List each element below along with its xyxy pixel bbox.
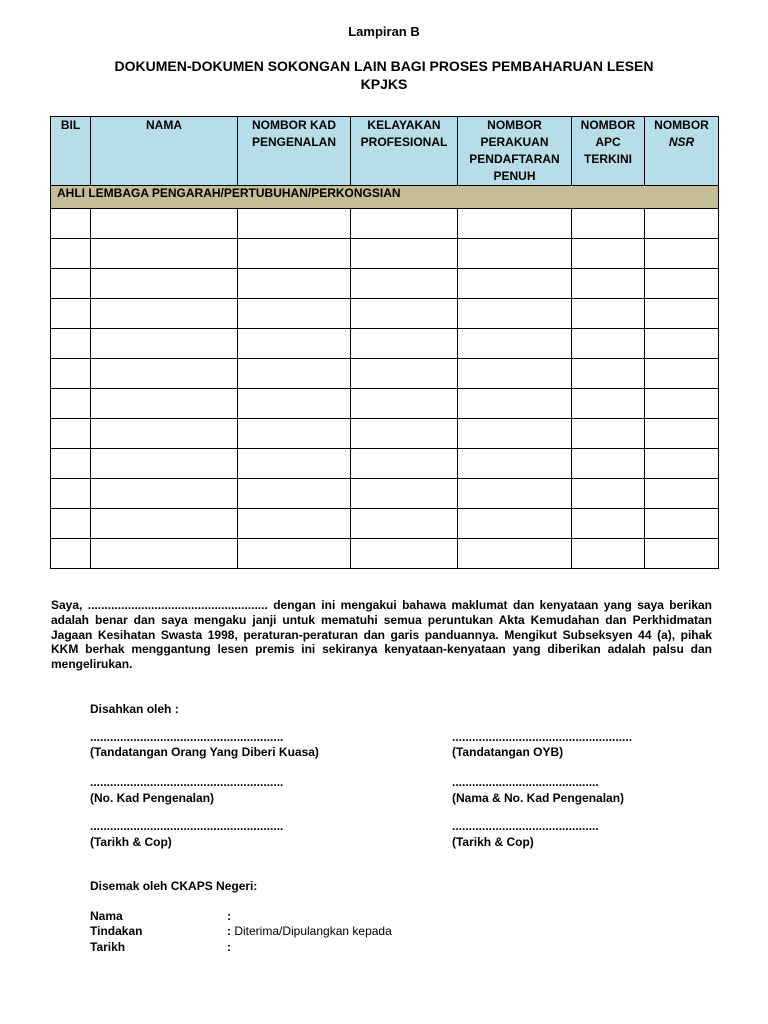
table-cell[interactable] [51,449,91,479]
column-header-line: PROFESIONAL [360,135,448,149]
column-header [351,117,458,186]
table-cell[interactable] [91,449,238,479]
title-line-1: DOKUMEN-DOKUMEN SOKONGAN LAIN BAGI PROSES PEMBAHARUAN LESEN [114,58,654,74]
section-label: AHLI LEMBAGA PENGARAH/PERTUBUHAN/PERKONGSIAN [51,186,719,209]
table-cell[interactable] [645,209,719,239]
table-cell[interactable] [458,389,572,419]
authorized-signature-label: (Tandatangan Orang Yang Diberi Kuasa) [90,745,319,759]
table-cell[interactable] [238,539,351,569]
table-cell[interactable] [351,509,458,539]
table-cell[interactable] [458,449,572,479]
table-cell[interactable] [91,299,238,329]
table-cell[interactable] [51,419,91,449]
table-cell[interactable] [645,359,719,389]
table-cell[interactable] [238,419,351,449]
table-cell[interactable] [91,209,238,239]
table-row [51,359,719,389]
table-cell[interactable] [351,479,458,509]
table-header-row [51,117,719,186]
table-cell[interactable] [91,389,238,419]
table-cell[interactable] [645,449,719,479]
table-cell[interactable] [238,239,351,269]
column-header [91,117,238,186]
column-header-line: APC [595,135,621,149]
table-cell[interactable] [645,539,719,569]
table-row [51,389,719,419]
tarikh-label: Tarikh [90,940,126,954]
endorsed-by-label: Disahkan oleh : [90,702,179,716]
table-cell[interactable] [351,269,458,299]
name-ic-label-right: (Nama & No. Kad Pengenalan) [452,791,625,805]
table-cell[interactable] [572,539,645,569]
table-cell[interactable] [91,269,238,299]
table-cell[interactable] [458,539,572,569]
table-cell[interactable] [351,239,458,269]
table-cell[interactable] [572,389,645,419]
table-cell[interactable] [458,419,572,449]
table-row [51,299,719,329]
table-cell[interactable] [351,359,458,389]
tindakan-colon: : [227,924,231,938]
table-row [51,239,719,269]
title-line-2: KPJKS [360,76,408,92]
table-cell[interactable] [238,299,351,329]
column-header [51,117,91,186]
table-cell[interactable] [91,359,238,389]
table-cell[interactable] [91,479,238,509]
table-cell[interactable] [645,299,719,329]
table-cell[interactable] [645,239,719,269]
table-cell[interactable] [351,209,458,239]
column-header-line: NAMA [146,118,182,132]
table-cell[interactable] [572,509,645,539]
table-cell[interactable] [238,389,351,419]
table-cell[interactable] [572,239,645,269]
table-cell[interactable] [238,449,351,479]
table-cell[interactable] [91,329,238,359]
table-cell[interactable] [572,299,645,329]
table-cell[interactable] [91,239,238,269]
ic-label-left: (No. Kad Pengenalan) [90,791,215,805]
oyb-signature-label: (Tandatangan OYB) [452,745,564,759]
column-header-line: PERAKUAN [480,135,549,149]
table-cell[interactable] [51,389,91,419]
table-cell[interactable] [645,479,719,509]
reviewed-by-heading: Disemak oleh CKAPS Negeri: [90,879,258,893]
section-row [51,186,719,209]
table-cell[interactable] [238,329,351,359]
tarikh-value: : [227,940,231,954]
table-cell[interactable] [91,509,238,539]
tindakan-value [227,924,392,938]
table-cell[interactable] [51,509,91,539]
nama-label: Nama [90,909,123,923]
table-cell[interactable] [351,299,458,329]
table-cell[interactable] [572,329,645,359]
tindakan-text: Diterima/Dipulangkan kepada [231,924,392,938]
table-cell[interactable] [238,509,351,539]
table-cell[interactable] [458,329,572,359]
table-cell[interactable] [51,209,91,239]
table-cell[interactable] [458,509,572,539]
table-cell[interactable] [351,389,458,419]
table-row [51,479,719,509]
table-cell[interactable] [458,479,572,509]
table-row [51,449,719,479]
declaration-text: Saya, ...................................................... dengan ini mengakui bahawa maklumat dan kenyataan yang saya berikan adalah benar dan saya mengaku janji untuk mematuhi semua peruntukan Akta Kemudahan dan Perkhidmatan Jagaan Kesihatan Swasta 1998, peraturan-peraturan dan garis panduannya. Mengikut Subseksyen 44 (a), pihak KKM berhak menggantung lesen premis ini sekiranya kenyataan-kenyataan yang diberikan adalah palsu dan mengelirukan. [51,598,712,672]
table-cell[interactable] [51,329,91,359]
column-header-line: NOMBOR [487,118,542,132]
table-cell[interactable] [238,269,351,299]
table-row [51,539,719,569]
table-cell[interactable] [351,419,458,449]
date-line-left: .......................................................... [90,819,284,833]
table-row [51,269,719,299]
table-cell[interactable] [51,479,91,509]
column-header-line: PENDAFTARAN [469,152,560,166]
table-cell[interactable] [458,239,572,269]
column-header [238,117,351,186]
table-cell[interactable] [458,209,572,239]
column-header [458,117,572,186]
column-header-line: TERKINI [584,152,632,166]
column-header-line: NSR [668,135,695,149]
table-cell[interactable] [458,299,572,329]
column-header [645,117,719,186]
table-row [51,509,719,539]
table-cell[interactable] [572,449,645,479]
signature-line-left: .......................................................... [90,730,284,744]
column-header-line: NOMBOR [654,118,709,132]
table-cell[interactable] [51,239,91,269]
table-row [51,329,719,359]
table-cell[interactable] [51,299,91,329]
table-cell[interactable] [572,269,645,299]
table-cell[interactable] [51,269,91,299]
table-cell[interactable] [645,509,719,539]
table-cell[interactable] [91,539,238,569]
members-table [50,116,719,569]
table-cell[interactable] [351,329,458,359]
table-cell[interactable] [351,539,458,569]
tindakan-label: Tindakan [90,924,143,938]
table-cell[interactable] [51,539,91,569]
nama-value: : [227,909,231,923]
column-header-line: PENGENALAN [251,135,336,149]
table-cell[interactable] [645,419,719,449]
column-header-line: KELAYAKAN [367,118,441,132]
table-cell[interactable] [572,479,645,509]
table-cell[interactable] [572,359,645,389]
table-cell[interactable] [238,209,351,239]
date-stamp-label-right: (Tarikh & Cop) [452,835,534,849]
table-cell[interactable] [458,359,572,389]
date-line-right: ............................................ [452,819,599,833]
table-row [51,209,719,239]
column-header [572,117,645,186]
table-cell[interactable] [572,419,645,449]
table-cell[interactable] [238,359,351,389]
table-cell[interactable] [238,479,351,509]
table-cell[interactable] [51,359,91,389]
column-header-line: BIL [60,118,81,132]
signature-line-right: ...................................................... [452,730,633,744]
ic-line-left: .......................................................... [90,775,284,789]
table-cell[interactable] [645,389,719,419]
table-row [51,419,719,449]
column-header-line: NOMBOR KAD [252,118,336,132]
table-cell[interactable] [572,209,645,239]
column-header-line: PENUH [493,169,536,183]
table-cell[interactable] [458,269,572,299]
document-title [60,57,708,93]
column-header-line: NOMBOR [580,118,636,132]
table-cell[interactable] [645,329,719,359]
date-stamp-label-left: (Tarikh & Cop) [90,835,172,849]
appendix-label: Lampiran B [348,24,420,39]
ic-line-right: ............................................ [452,775,599,789]
table-cell[interactable] [645,269,719,299]
table-cell[interactable] [91,419,238,449]
table-cell[interactable] [351,449,458,479]
